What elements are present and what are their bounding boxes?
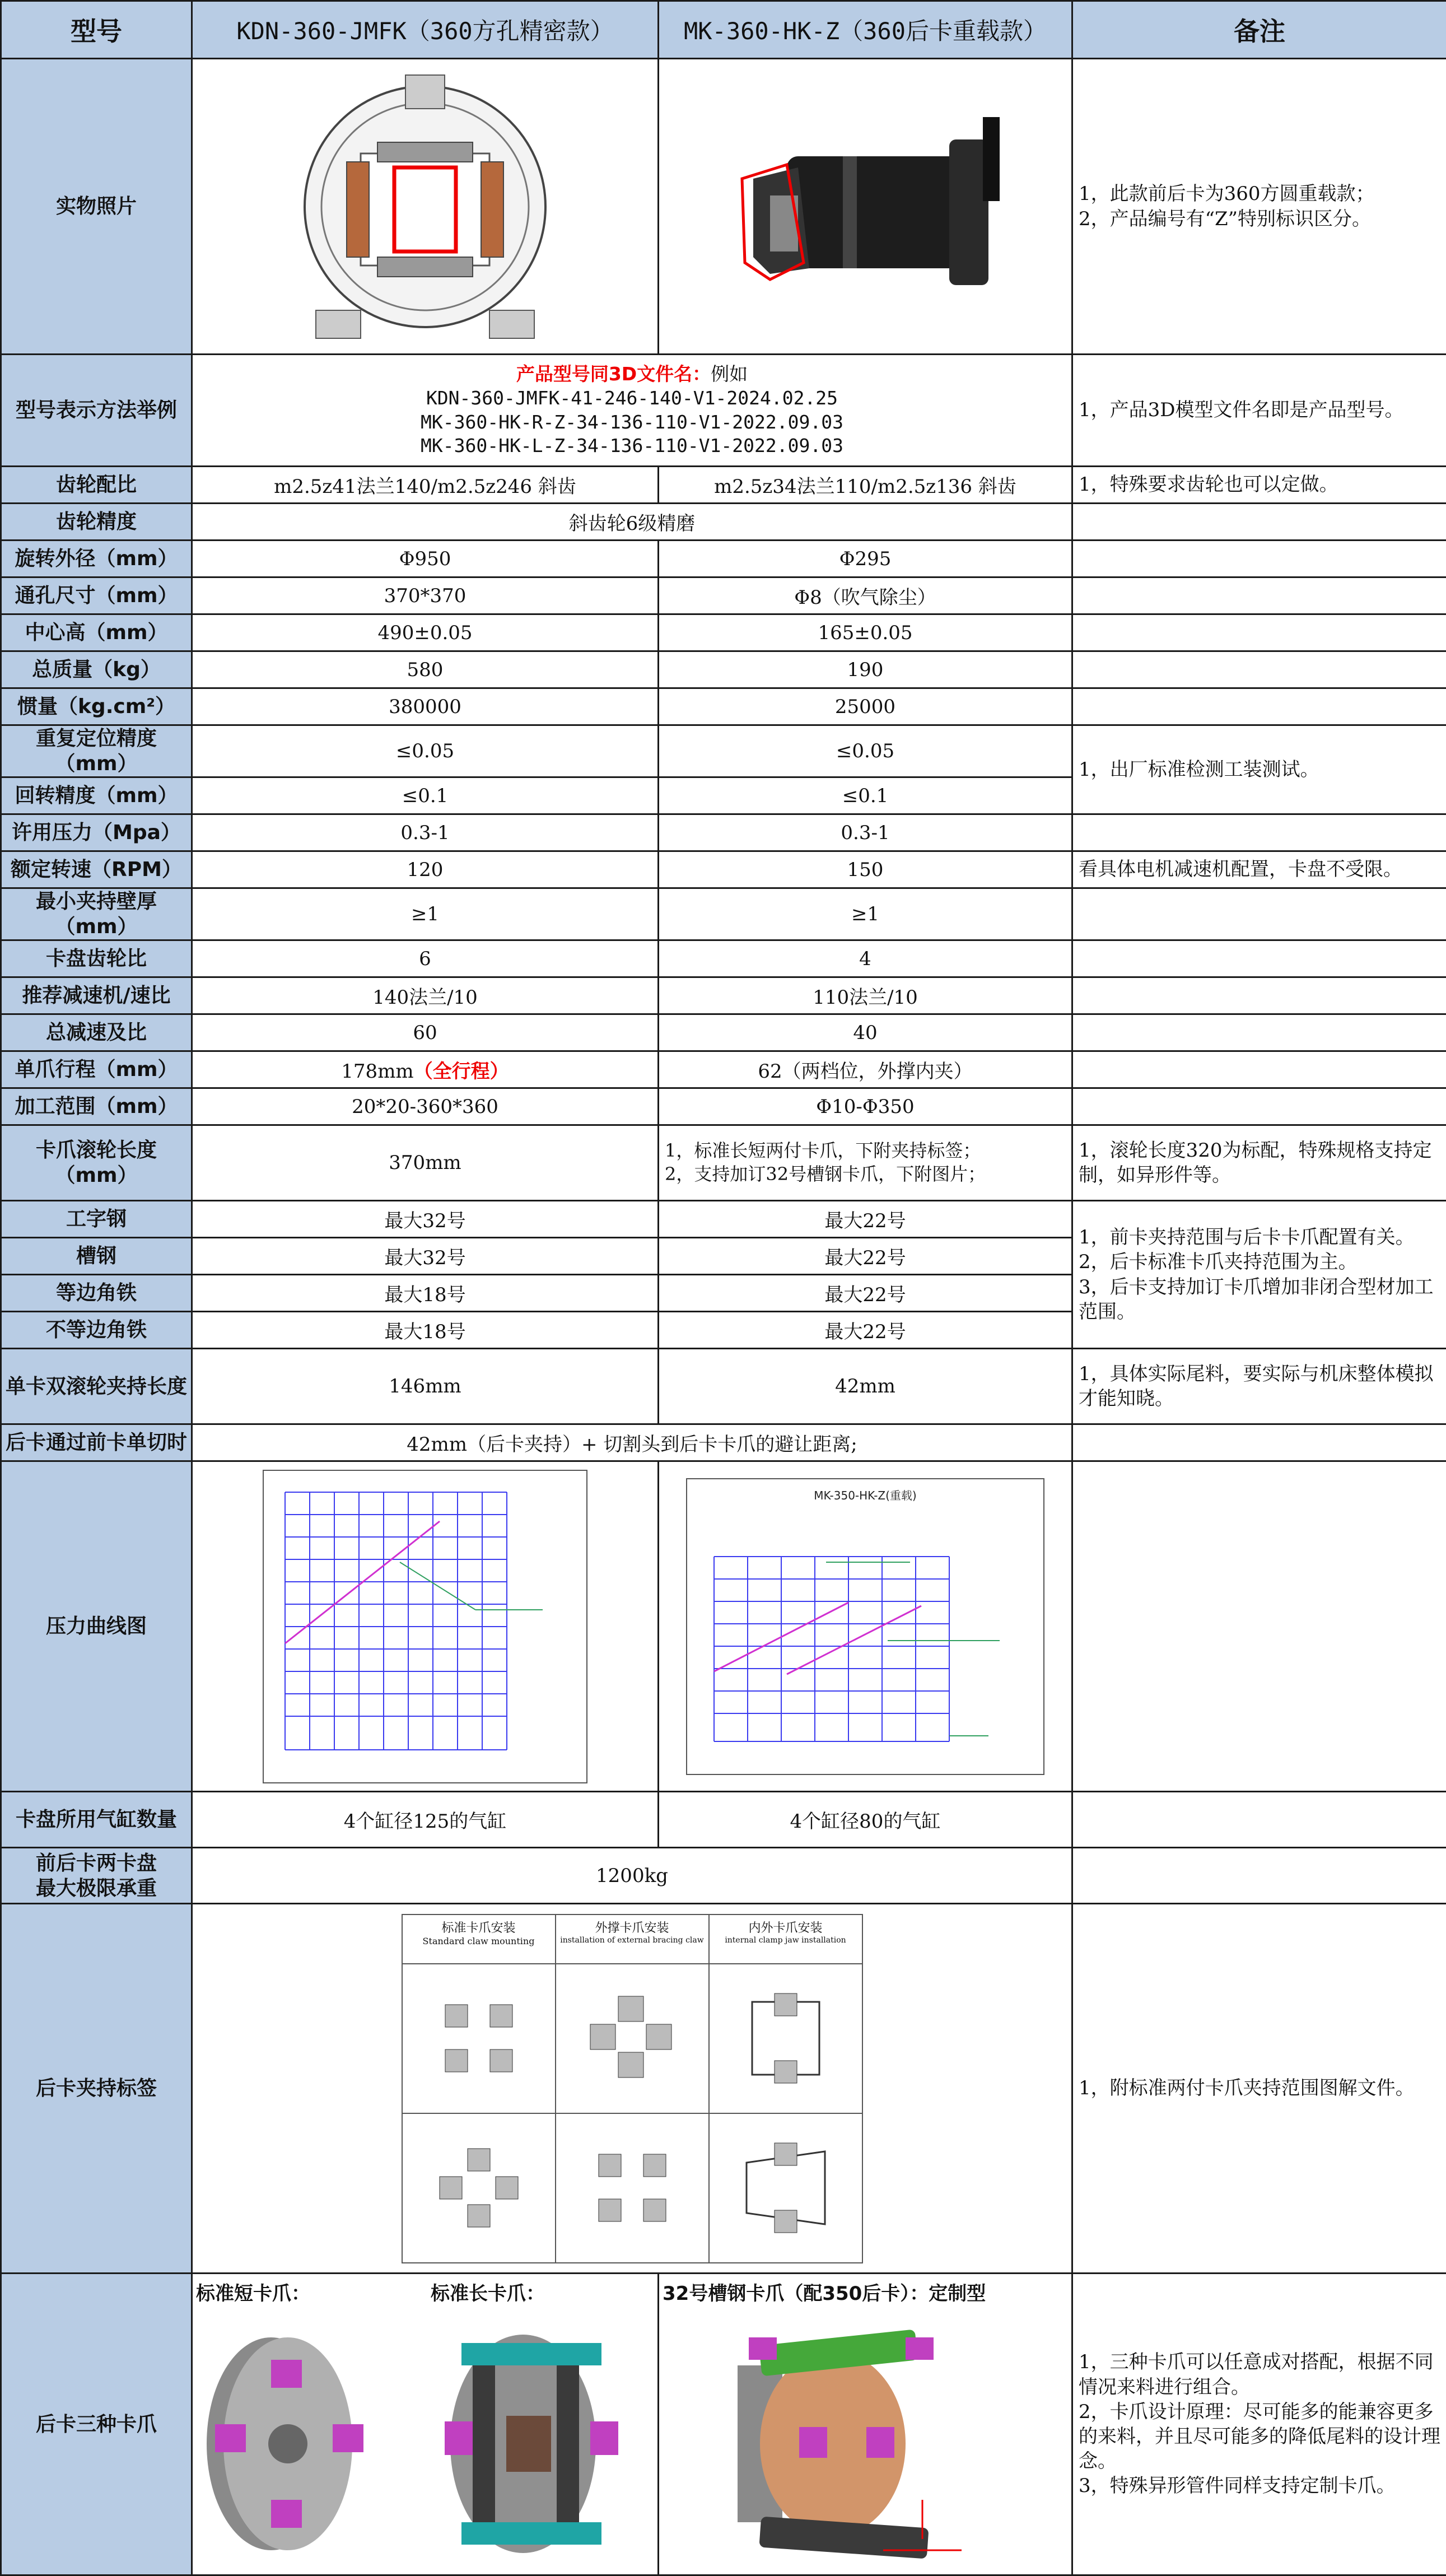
row-label: 齿轮配比	[1, 467, 192, 504]
value-b: 25000	[659, 688, 1072, 725]
value-b: 165±0.05	[659, 614, 1072, 651]
spec-row-total-reduction	[1, 1014, 1446, 1051]
value-a: 370mm	[192, 1125, 659, 1201]
value-b: 最大22号	[659, 1275, 1072, 1312]
pressure-chart-b	[686, 1478, 1044, 1775]
example-note: 1，产品3D模型文件名即是产品型号。	[1072, 355, 1446, 467]
pressure-chart-b-cell	[659, 1461, 1072, 1792]
tag-diagram	[403, 1964, 555, 2114]
value-a: 最大18号	[192, 1275, 659, 1312]
row-note: 1，附标准两付卡爪夹持范围图解文件。	[1072, 1904, 1446, 2274]
value-a: ≥1	[192, 888, 659, 940]
value-b: 4个缸径80的气缸	[659, 1792, 1072, 1848]
header-product-b: MK-360-HK-Z（360后卡重载款）	[659, 1, 1072, 59]
row-note	[1072, 614, 1446, 651]
jaw-diagram	[587, 1993, 677, 2083]
row-label: 总减速及比	[1, 1014, 192, 1051]
spec-row-repeatability	[1, 725, 1446, 777]
value-b: 4	[659, 940, 1072, 977]
product-a-photo	[192, 59, 659, 355]
tag-col-external	[556, 1915, 710, 2262]
claw-note: 1，三种卡爪可以任意成对搭配，根据不同情况来料进行组合。 2，卡爪设计原理：尽可能多的能兼容更多的来料，并且尽可能多的降低尾料的设计理念。 3，特殊异形管件同样支持定制卡爪。	[1072, 2274, 1446, 2575]
value-b: 42mm	[659, 1349, 1072, 1424]
claw-ab-wrap	[193, 2276, 657, 2573]
value-b: ≤0.05	[659, 725, 1072, 777]
value-b: 190	[659, 651, 1072, 688]
row-label: 卡盘所用气缸数量	[1, 1792, 192, 1848]
spec-row-jaw-stroke	[1, 1051, 1446, 1088]
spec-row-outer-diameter	[1, 541, 1446, 577]
row-note	[1072, 688, 1446, 725]
row-note	[1072, 1051, 1446, 1088]
value-a: 120	[192, 851, 659, 888]
spec-row-through-hole	[1, 577, 1446, 614]
value-b: 150	[659, 851, 1072, 888]
tag-col-head	[710, 1915, 862, 1964]
tag-col-internal	[710, 1915, 862, 2262]
channel-claw-image	[738, 2315, 973, 2567]
cut-row	[1, 1424, 1446, 1461]
spec-row-gear-ratio	[1, 467, 1446, 504]
value-b: 最大22号	[659, 1201, 1072, 1238]
spec-row-pressure	[1, 814, 1446, 851]
claw-ab-cell	[192, 2274, 659, 2575]
row-label: 工字钢	[1, 1201, 192, 1238]
claw-c-cell	[659, 2274, 1072, 2575]
value-b: 40	[659, 1014, 1072, 1051]
clamp-tag-sheet	[402, 1914, 863, 2263]
claw-channel-title: 32号槽钢卡爪（配350后卡）：定制型	[663, 2278, 986, 2305]
spec-row-rated-speed	[1, 851, 1446, 888]
row-label: 前后卡两卡盘 最大极限承重	[1, 1848, 192, 1904]
claw-short-title: 标准短卡爪：	[196, 2278, 310, 2305]
row-note: 1，具体实际尾料，要实际与机床整体模拟才能知晓。	[1072, 1349, 1446, 1424]
tag-col-en: internal clamp jaw installation	[710, 1936, 862, 1945]
value-b: Φ295	[659, 541, 1072, 577]
steel-row-i-beam	[1, 1201, 1446, 1238]
row-label: 压力曲线图	[1, 1461, 192, 1792]
value-a: 146mm	[192, 1349, 659, 1424]
value-merged: 42mm（后卡夹持）+ 切割头到后卡卡爪的避让距离;	[192, 1424, 1072, 1461]
row-label: 后卡三种卡爪	[1, 2274, 192, 2575]
spec-row-center-height	[1, 614, 1446, 651]
jaw-diagram	[434, 2143, 524, 2233]
steel-note: 1，前卡夹持范围与后卡卡爪配置有关。 2，后卡标准卡爪夹持范围为主。 3，后卡支持加订卡爪增加非闭合型材加工范围。	[1072, 1201, 1446, 1349]
pressure-chart-a	[263, 1470, 587, 1783]
example-line: KDN-360-JMFK-41-246-140-V1-2024.02.25	[196, 386, 1068, 411]
row-label: 许用压力（Mpa）	[1, 814, 192, 851]
tag-col-head	[403, 1915, 555, 1964]
model-example	[192, 355, 1072, 467]
row-note	[1072, 1848, 1446, 1904]
tag-col-en: Standard claw mounting	[403, 1936, 555, 1946]
value-b: Φ10-Φ350	[659, 1088, 1072, 1125]
row-note	[1072, 577, 1446, 614]
row-note	[1072, 504, 1446, 541]
row-label: 型号表示方法举例	[1, 355, 192, 467]
row-label: 不等边角铁	[1, 1312, 192, 1349]
value-a: 最大32号	[192, 1238, 659, 1275]
tag-diagram	[710, 1964, 862, 2114]
row-label: 槽钢	[1, 1238, 192, 1275]
row-note	[1072, 1014, 1446, 1051]
row-note	[1072, 888, 1446, 940]
spec-row-processing-range	[1, 1088, 1446, 1125]
example-line: MK-360-HK-L-Z-34-136-110-V1-2022.09.03	[196, 434, 1068, 458]
row-label: 齿轮精度	[1, 504, 192, 541]
tag-col-standard	[403, 1915, 556, 2262]
row-label: 总质量（kg）	[1, 651, 192, 688]
row-note: 1，出厂标准检测工装测试。	[1072, 725, 1446, 814]
stroke-full-travel: （全行程）	[414, 1060, 509, 1083]
row-label: 重复定位精度（mm）	[1, 725, 192, 777]
jaw-diagram	[434, 1993, 524, 2083]
row-note: 1，滚轮长度320为标配，特殊规格支持定制，如异形件等。	[1072, 1125, 1446, 1201]
jaw-diagram	[587, 2143, 677, 2233]
clamp-tag-image	[192, 1904, 1072, 2274]
row-label: 加工范围（mm）	[1, 1088, 192, 1125]
row-note: 1，特殊要求齿轮也可以定做。	[1072, 467, 1446, 504]
value-a: 380000	[192, 688, 659, 725]
value-a: 370*370	[192, 577, 659, 614]
example-row	[1, 355, 1446, 467]
value-b: ≥1	[659, 888, 1072, 940]
value-b: Φ8（吹气除尘）	[659, 577, 1072, 614]
row-note	[1072, 814, 1446, 851]
row-label: 通孔尺寸（mm）	[1, 577, 192, 614]
header-product-a: KDN-360-JMFK（360方孔精密款）	[192, 1, 659, 59]
value-a: 140法兰/10	[192, 977, 659, 1014]
value-merged: 斜齿轮6级精磨	[192, 504, 1072, 541]
example-lead: 产品型号同3D文件名：	[516, 363, 711, 385]
value-a: 最大32号	[192, 1201, 659, 1238]
spec-row-chuck-gear-ratio	[1, 940, 1446, 977]
row-note	[1072, 977, 1446, 1014]
row-label: 后卡通过前卡单切时	[1, 1424, 192, 1461]
cylinder-row	[1, 1792, 1446, 1848]
header-model: 型号	[1, 1, 192, 59]
claw-long-title: 标准长卡爪：	[431, 2278, 545, 2305]
row-label: 卡爪滚轮长度（mm）	[1, 1125, 192, 1201]
header-row	[1, 1, 1446, 59]
row-note	[1072, 940, 1446, 977]
row-note	[1072, 651, 1446, 688]
spec-row-reducer	[1, 977, 1446, 1014]
tag-col-cn: 外撑卡爪安装	[556, 1918, 708, 1936]
value-b: 最大22号	[659, 1238, 1072, 1275]
product-b-photo	[659, 59, 1072, 355]
value-a: 490±0.05	[192, 614, 659, 651]
row-label: 惯量（kg.cm²）	[1, 688, 192, 725]
value-a: ≤0.1	[192, 777, 659, 814]
spec-row-min-wall	[1, 888, 1446, 940]
header-notes: 备注	[1072, 1, 1446, 59]
row-note	[1072, 1792, 1446, 1848]
value-b: 110法兰/10	[659, 977, 1072, 1014]
row-label: 后卡夹持标签	[1, 1904, 192, 2274]
long-claw-image	[439, 2321, 624, 2567]
photo-note: 1，此款前后卡为360方圆重载款； 2，产品编号有“Z”特别标识区分。	[1072, 59, 1446, 355]
spec-row-inertia	[1, 688, 1446, 725]
value-a: 6	[192, 940, 659, 977]
short-claw-image	[204, 2321, 372, 2567]
spec-row-gear-precision	[1, 504, 1446, 541]
row-label: 等边角铁	[1, 1275, 192, 1312]
row-label: 单爪行程（mm）	[1, 1051, 192, 1088]
tag-col-cn: 内外卡爪安装	[710, 1918, 862, 1936]
jaw-diagram	[735, 2140, 836, 2235]
heavy-chuck-photo	[708, 95, 1022, 319]
row-note	[1072, 1424, 1446, 1461]
value-b: 0.3-1	[659, 814, 1072, 851]
tag-diagram	[710, 2114, 862, 2262]
roller-length-row	[1, 1125, 1446, 1201]
value-a: 580	[192, 651, 659, 688]
row-label: 回转精度（mm）	[1, 777, 192, 814]
value-b: m2.5z34法兰110/m2.5z136 斜齿	[659, 467, 1072, 504]
row-label: 旋转外径（mm）	[1, 541, 192, 577]
value-a: 4个缸径125的气缸	[192, 1792, 659, 1848]
tag-diagram	[556, 1964, 708, 2114]
tag-col-head	[556, 1915, 708, 1964]
row-label: 实物照片	[1, 59, 192, 355]
value-a: 最大18号	[192, 1312, 659, 1349]
row-label: 单卡双滚轮夹持长度	[1, 1349, 192, 1424]
tag-col-en: installation of external bracing claw	[556, 1936, 708, 1945]
tag-diagram	[403, 2114, 555, 2262]
value-a: 60	[192, 1014, 659, 1051]
load-row	[1, 1848, 1446, 1904]
row-note: 看具体电机减速机配置，卡盘不受限。	[1072, 851, 1446, 888]
row-note	[1072, 541, 1446, 577]
row-label: 推荐减速机/速比	[1, 977, 192, 1014]
jaw-diagram	[735, 1991, 836, 2086]
value-a: 0.3-1	[192, 814, 659, 851]
value-b: 62（两档位，外撑内夹）	[659, 1051, 1072, 1088]
row-label: 卡盘齿轮比	[1, 940, 192, 977]
value-b: 1，标准长短两付卡爪，下附夹持标签； 2，支持加订32号槽钢卡爪，下附图片；	[659, 1125, 1072, 1201]
pressure-chart-a-cell	[192, 1461, 659, 1792]
example-line: MK-360-HK-R-Z-34-136-110-V1-2022.09.03	[196, 411, 1068, 435]
pressure-curve-row	[1, 1461, 1446, 1792]
value-b: ≤0.1	[659, 777, 1072, 814]
value-a: Φ950	[192, 541, 659, 577]
example-lead-rest: 例如	[711, 363, 748, 385]
clamp-tag-row	[1, 1904, 1446, 2274]
value-b: 最大22号	[659, 1312, 1072, 1349]
claw-c-wrap	[659, 2276, 1071, 2573]
chart-b-title: MK-350-HK-Z(重载)	[814, 1489, 916, 1502]
row-label: 额定转速（RPM）	[1, 851, 192, 888]
tag-diagram	[556, 2114, 708, 2262]
row-label: 最小夹持壁厚（mm）	[1, 888, 192, 940]
row-note	[1072, 1088, 1446, 1125]
value-a: m2.5z41法兰140/m2.5z246 斜齿	[192, 467, 659, 504]
row-note	[1072, 1461, 1446, 1792]
photo-row	[1, 59, 1446, 355]
claw-row	[1, 2274, 1446, 2575]
value-a	[192, 1051, 659, 1088]
double-roller-row	[1, 1349, 1446, 1424]
rotary-chuck-photo	[293, 64, 557, 350]
value-a: 20*20-360*360	[192, 1088, 659, 1125]
value-a: ≤0.05	[192, 725, 659, 777]
stroke-value: 178mm	[341, 1060, 413, 1083]
spec-row-mass	[1, 651, 1446, 688]
row-label: 中心高（mm）	[1, 614, 192, 651]
tag-col-cn: 标准卡爪安装	[403, 1918, 555, 1936]
value-merged: 1200kg	[192, 1848, 1072, 1904]
